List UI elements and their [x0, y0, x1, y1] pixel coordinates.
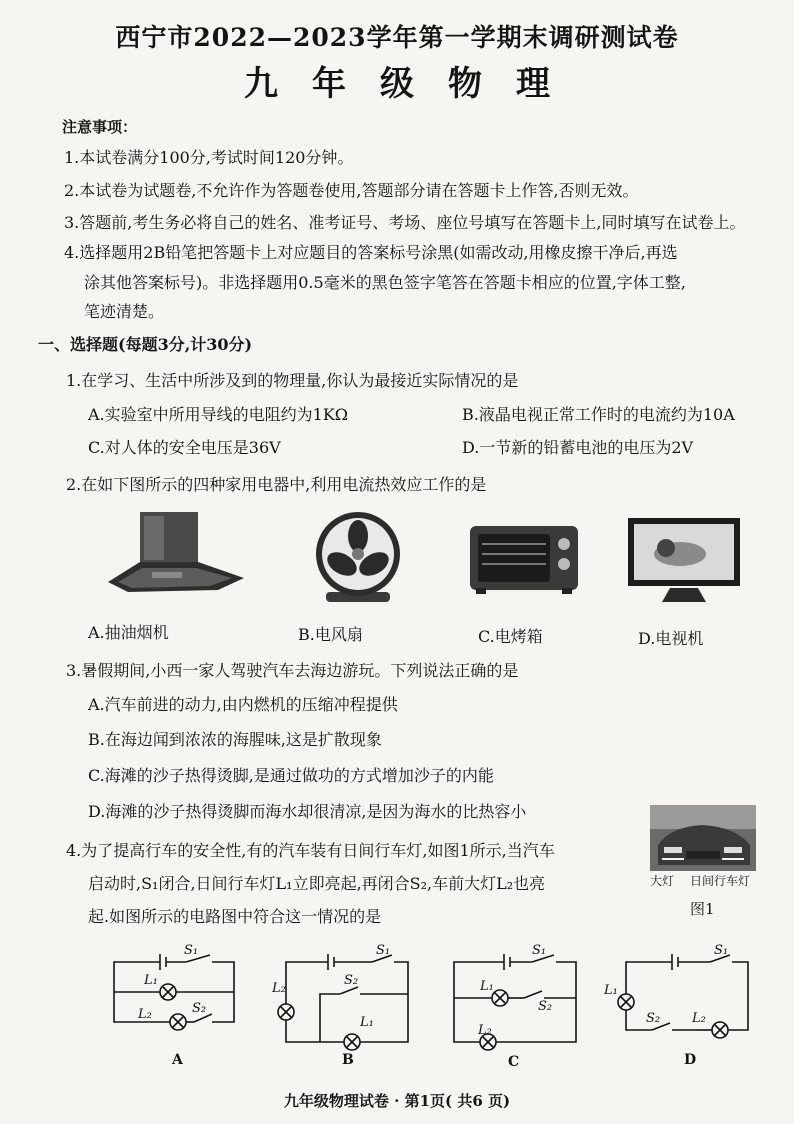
q3-option-c: C.海滩的沙子热得烫脚,是通过做功的方式增加沙子的内能 — [88, 766, 494, 785]
circuit-d-l2: L₂ — [692, 1011, 706, 1026]
television-image — [626, 516, 742, 604]
page-footer: 九年级物理试卷 · 第1页( 共6 页) — [283, 1092, 511, 1110]
circuit-diagrams — [100, 942, 760, 1070]
note-item-4-end: 笔迹清楚。 — [84, 302, 165, 321]
circuit-c-l1: L₁ — [480, 979, 494, 994]
circuit-b-s2: S₂ — [344, 973, 359, 988]
circuit-d-s1: S₁ — [714, 943, 729, 958]
exam-title: 西宁市2022—2023学年第一学期末调研测试卷 — [115, 23, 679, 52]
circuit-b-l1: L₁ — [360, 1015, 374, 1030]
circuit-b — [286, 954, 408, 1042]
circuit-d — [626, 954, 748, 1030]
q3-stem: 3.暑假期间,小西一家人驾驶汽车去海边游玩。下列说法正确的是 — [66, 661, 519, 680]
circuit-d-l1: L₁ — [604, 983, 618, 998]
circuit-label-a: A — [172, 1052, 183, 1068]
q4-stem-line2: 启动时,S₁闭合,日间行车灯L₁立即亮起,再闭合S₂,车前大灯L₂也亮 — [88, 874, 546, 893]
circuit-d-s2: S₂ — [646, 1011, 661, 1026]
circuit-a-s2: S₂ — [192, 1001, 207, 1016]
notes-heading: 注意事项： — [62, 118, 138, 136]
circuit-c-s1: S₁ — [532, 943, 547, 958]
q2-option-d: D.电视机 — [638, 629, 704, 648]
note-item-4-cont: 涂其他答案标号)。非选择题用0.5毫米的黑色签字笔答在答题卡相应的位置,字体工整, — [84, 273, 686, 292]
q3-option-b: B.在海边闻到浓浓的海腥味,这是扩散现象 — [88, 730, 382, 749]
circuit-a-l1: L₁ — [144, 973, 158, 988]
circuit-b-s1: S₁ — [376, 943, 391, 958]
note-item-2: 2.本试卷为试题卷,不允许作为答题卷使用,答题部分请在答题卡上作答,否则无效。 — [64, 181, 639, 200]
circuit-label-c: C — [508, 1054, 520, 1070]
circuit-a-l2: L₂ — [138, 1007, 152, 1022]
q2-option-a: A.抽油烟机 — [88, 623, 169, 642]
q1-option-c: C.对人体的安全电压是36V — [88, 438, 281, 457]
fig1-label-daylight: 日间行车灯 — [690, 874, 751, 888]
q4-stem-line3: 起.如图所示的电路图中符合这一情况的是 — [88, 907, 382, 926]
circuit-label-d: D — [684, 1052, 697, 1068]
car-lights-photo — [650, 805, 756, 871]
q4-stem-line1: 4.为了提高行车的安全性,有的汽车装有日间行车灯,如图1所示,当汽车 — [66, 841, 555, 860]
q2-option-c: C.电烤箱 — [478, 627, 543, 646]
circuit-c-l2: L₂ — [478, 1023, 492, 1038]
circuit-a-s1: S₁ — [184, 943, 199, 958]
q3-option-d: D.海滩的沙子热得烫脚而海水却很清凉,是因为海水的比热容小 — [88, 802, 527, 821]
fig1-label-headlight: 大灯 — [650, 874, 675, 888]
note-item-1: 1.本试卷满分100分,考试时间120分钟。 — [64, 148, 354, 167]
circuit-label-b: B — [342, 1052, 354, 1068]
q2-stem: 2.在如下图所示的四种家用电器中,利用电流热效应工作的是 — [66, 475, 487, 494]
subject-title: 九年级物理 — [244, 64, 584, 104]
note-item-3: 3.答题前,考生务必将自己的姓名、准考证号、考场、座位号填写在答题卡上,同时填写在试卷上。 — [64, 213, 746, 232]
range-hood-image — [98, 508, 248, 600]
circuit-c — [454, 954, 576, 1042]
q1-stem: 1.在学习、生活中所涉及到的物理量,你认为最接近实际情况的是 — [66, 371, 519, 390]
circuit-b-l2: L₂ — [272, 981, 286, 996]
fig1-caption: 图1 — [690, 900, 715, 918]
note-item-4: 4.选择题用2B铅笔把答题卡上对应题目的答案标号涂黑(如需改动,用橡皮擦干净后,再选 — [64, 243, 678, 262]
q1-option-b: B.液晶电视正常工作时的电流约为10A — [462, 405, 735, 424]
q1-option-d: D.一节新的铅蓄电池的电压为2V — [462, 438, 694, 457]
electric-oven-image — [468, 520, 580, 596]
section-heading: 一、选择题(每题3分,计30分) — [38, 335, 253, 354]
q2-option-b: B.电风扇 — [298, 625, 363, 644]
electric-fan-image — [308, 508, 408, 606]
circuit-c-s2: S₂ — [538, 999, 553, 1014]
q3-option-a: A.汽车前进的动力,由内燃机的压缩冲程提供 — [88, 695, 398, 714]
q1-option-a: A.实验室中所用导线的电阻约为1KΩ — [88, 405, 349, 424]
